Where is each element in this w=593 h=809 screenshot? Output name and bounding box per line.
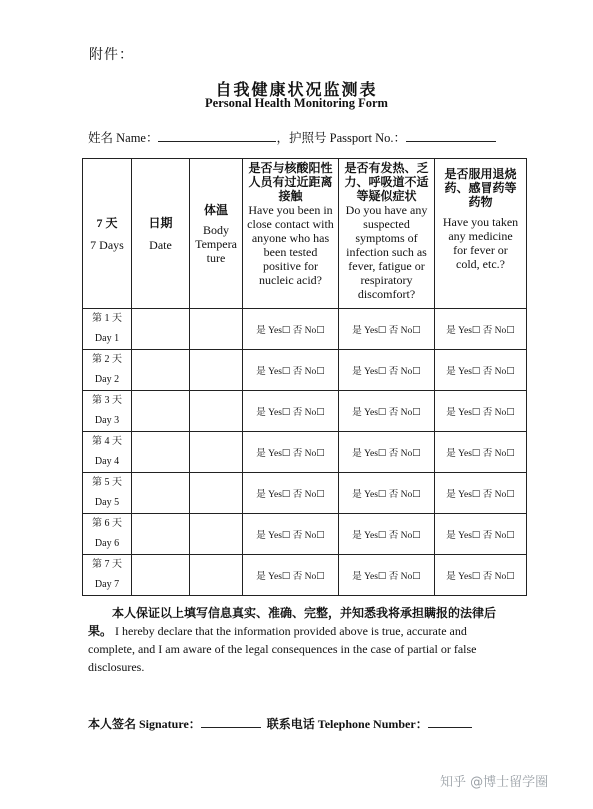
day-cell [83, 432, 132, 473]
day-label-en: Day 2 [94, 374, 120, 385]
declaration-text [88, 604, 508, 676]
date-cell[interactable] [132, 473, 190, 514]
table-header-row [83, 159, 527, 309]
header-symptoms-zh: 是否有发热、乏力、呼吸道不适等疑似症状 [344, 161, 429, 203]
day-label-zh: 第 7 天 [92, 559, 122, 570]
header-medicine [435, 159, 527, 309]
yes-no-options[interactable]: 是 Yes☐ 否 No☐ [352, 408, 421, 418]
date-cell[interactable] [132, 514, 190, 555]
passport-label: 护照号 Passport No.： [289, 131, 407, 145]
day-label-en: Day 3 [94, 415, 120, 426]
day-label-en: Day 6 [94, 538, 120, 549]
table-row [83, 473, 527, 514]
medicine-answer-cell[interactable] [435, 473, 527, 514]
day-label-zh: 第 3 天 [92, 395, 122, 406]
medicine-answer-cell[interactable] [435, 309, 527, 350]
header-contact-en: Have you been in close contact with anyone who has been tested positive for nucleic acid? [247, 203, 334, 287]
contact-answer-cell[interactable] [243, 309, 339, 350]
name-passport-line [88, 128, 496, 146]
symptoms-answer-cell[interactable] [339, 309, 435, 350]
medicine-answer-cell[interactable] [435, 514, 527, 555]
day-label-zh: 第 5 天 [92, 477, 122, 488]
day-cell [83, 473, 132, 514]
yes-no-options[interactable]: 是 Yes☐ 否 No☐ [352, 326, 421, 336]
form-title-chinese: 自我健康状况监测表 [215, 82, 378, 99]
passport-field[interactable] [406, 128, 496, 142]
temperature-cell[interactable] [190, 555, 243, 596]
symptoms-answer-cell[interactable] [339, 350, 435, 391]
header-symptoms-en: Do you have any suspected symptoms of infection such as fever, fatigue or respiratory discomfort? [345, 203, 428, 301]
medicine-answer-cell[interactable] [435, 391, 527, 432]
day-label-zh: 第 1 天 [92, 313, 122, 324]
table-row [83, 350, 527, 391]
header-days-zh: 7 天 [96, 215, 118, 230]
watermark: 知乎 @博士留学圈 [440, 775, 549, 790]
yes-no-options[interactable]: 是 Yes☐ 否 No☐ [256, 449, 325, 459]
declaration-en: I hereby declare that the information provided above is true, accurate and complete, and I am aware of the legal consequences in the case of partial or false disclosures. [88, 624, 477, 674]
header-symptoms [339, 159, 435, 309]
yes-no-options[interactable]: 是 Yes☐ 否 No☐ [352, 367, 421, 377]
declaration-zh: 本人保证以上填写信息真实、准确、完整，并知悉我将承担瞒报的法律后果。 [88, 606, 497, 638]
header-temperature-en: Body Tempera ture [195, 222, 237, 265]
day-label-zh: 第 6 天 [92, 518, 122, 529]
contact-answer-cell[interactable] [243, 432, 339, 473]
day-cell [83, 391, 132, 432]
separator: ， [276, 131, 289, 145]
yes-no-options[interactable]: 是 Yes☐ 否 No☐ [352, 449, 421, 459]
yes-no-options[interactable]: 是 Yes☐ 否 No☐ [256, 531, 325, 541]
day-cell [83, 309, 132, 350]
temperature-cell[interactable] [190, 391, 243, 432]
symptoms-answer-cell[interactable] [339, 514, 435, 555]
temperature-cell[interactable] [190, 432, 243, 473]
annex-label: 附件： [89, 48, 134, 63]
form-title-english: Personal Health Monitoring Form [205, 96, 388, 110]
header-date-zh: 日期 [148, 215, 173, 230]
name-field[interactable] [158, 128, 276, 142]
signature-field[interactable] [201, 714, 261, 728]
symptoms-answer-cell[interactable] [339, 432, 435, 473]
yes-no-options[interactable]: 是 Yes☐ 否 No☐ [256, 490, 325, 500]
contact-answer-cell[interactable] [243, 514, 339, 555]
medicine-answer-cell[interactable] [435, 432, 527, 473]
temperature-cell[interactable] [190, 350, 243, 391]
yes-no-options[interactable]: 是 Yes☐ 否 No☐ [352, 490, 421, 500]
medicine-answer-cell[interactable] [435, 555, 527, 596]
header-date-en: Date [149, 237, 172, 252]
date-cell[interactable] [132, 432, 190, 473]
yes-no-options[interactable]: 是 Yes☐ 否 No☐ [256, 326, 325, 336]
yes-no-options[interactable]: 是 Yes☐ 否 No☐ [446, 367, 515, 377]
symptoms-answer-cell[interactable] [339, 555, 435, 596]
yes-no-options[interactable]: 是 Yes☐ 否 No☐ [446, 326, 515, 336]
header-contact-zh: 是否与核酸阳性人员有过近距离接触 [248, 161, 333, 203]
yes-no-options[interactable]: 是 Yes☐ 否 No☐ [256, 367, 325, 377]
header-medicine-en: Have you taken any medicine for fever or cold, etc.? [442, 215, 519, 271]
day-label-en: Day 7 [94, 579, 120, 590]
yes-no-options[interactable]: 是 Yes☐ 否 No☐ [446, 531, 515, 541]
temperature-cell[interactable] [190, 473, 243, 514]
contact-answer-cell[interactable] [243, 473, 339, 514]
signature-label: 本人签名 Signature： [88, 717, 201, 731]
temperature-cell[interactable] [190, 514, 243, 555]
monitoring-table [82, 158, 527, 596]
date-cell[interactable] [132, 391, 190, 432]
yes-no-options[interactable]: 是 Yes☐ 否 No☐ [352, 572, 421, 582]
day-label-zh: 第 2 天 [92, 354, 122, 365]
header-days [83, 159, 132, 309]
yes-no-options[interactable]: 是 Yes☐ 否 No☐ [446, 408, 515, 418]
header-days-en: 7 Days [90, 237, 124, 252]
date-cell[interactable] [132, 555, 190, 596]
contact-answer-cell[interactable] [243, 350, 339, 391]
medicine-answer-cell[interactable] [435, 350, 527, 391]
yes-no-options[interactable]: 是 Yes☐ 否 No☐ [446, 449, 515, 459]
telephone-field[interactable] [428, 714, 472, 728]
header-medicine-zh: 是否服用退烧药、感冒药等药物 [444, 167, 517, 209]
day-cell [83, 514, 132, 555]
yes-no-options[interactable]: 是 Yes☐ 否 No☐ [256, 408, 325, 418]
contact-answer-cell[interactable] [243, 391, 339, 432]
telephone-label: 联系电话 Telephone Number： [266, 717, 428, 731]
table-row [83, 309, 527, 350]
day-label-en: Day 5 [94, 497, 120, 508]
signature-line [88, 714, 472, 732]
day-label-en: Day 4 [94, 456, 120, 467]
table-row [83, 514, 527, 555]
header-temperature [190, 159, 243, 309]
day-cell [83, 555, 132, 596]
yes-no-options[interactable]: 是 Yes☐ 否 No☐ [446, 572, 515, 582]
yes-no-options[interactable]: 是 Yes☐ 否 No☐ [446, 490, 515, 500]
symptoms-answer-cell[interactable] [339, 391, 435, 432]
day-label-en: Day 1 [94, 333, 120, 344]
table-row [83, 391, 527, 432]
date-cell[interactable] [132, 350, 190, 391]
day-label-zh: 第 4 天 [92, 436, 122, 447]
table-row [83, 432, 527, 473]
header-contact [243, 159, 339, 309]
temperature-cell[interactable] [190, 309, 243, 350]
header-temperature-zh: 体温 [203, 202, 228, 217]
yes-no-options[interactable]: 是 Yes☐ 否 No☐ [256, 572, 325, 582]
yes-no-options[interactable]: 是 Yes☐ 否 No☐ [352, 531, 421, 541]
symptoms-answer-cell[interactable] [339, 473, 435, 514]
name-label: 姓名 Name： [88, 131, 159, 145]
day-cell [83, 350, 132, 391]
table-row [83, 555, 527, 596]
header-date [132, 159, 190, 309]
date-cell[interactable] [132, 309, 190, 350]
contact-answer-cell[interactable] [243, 555, 339, 596]
